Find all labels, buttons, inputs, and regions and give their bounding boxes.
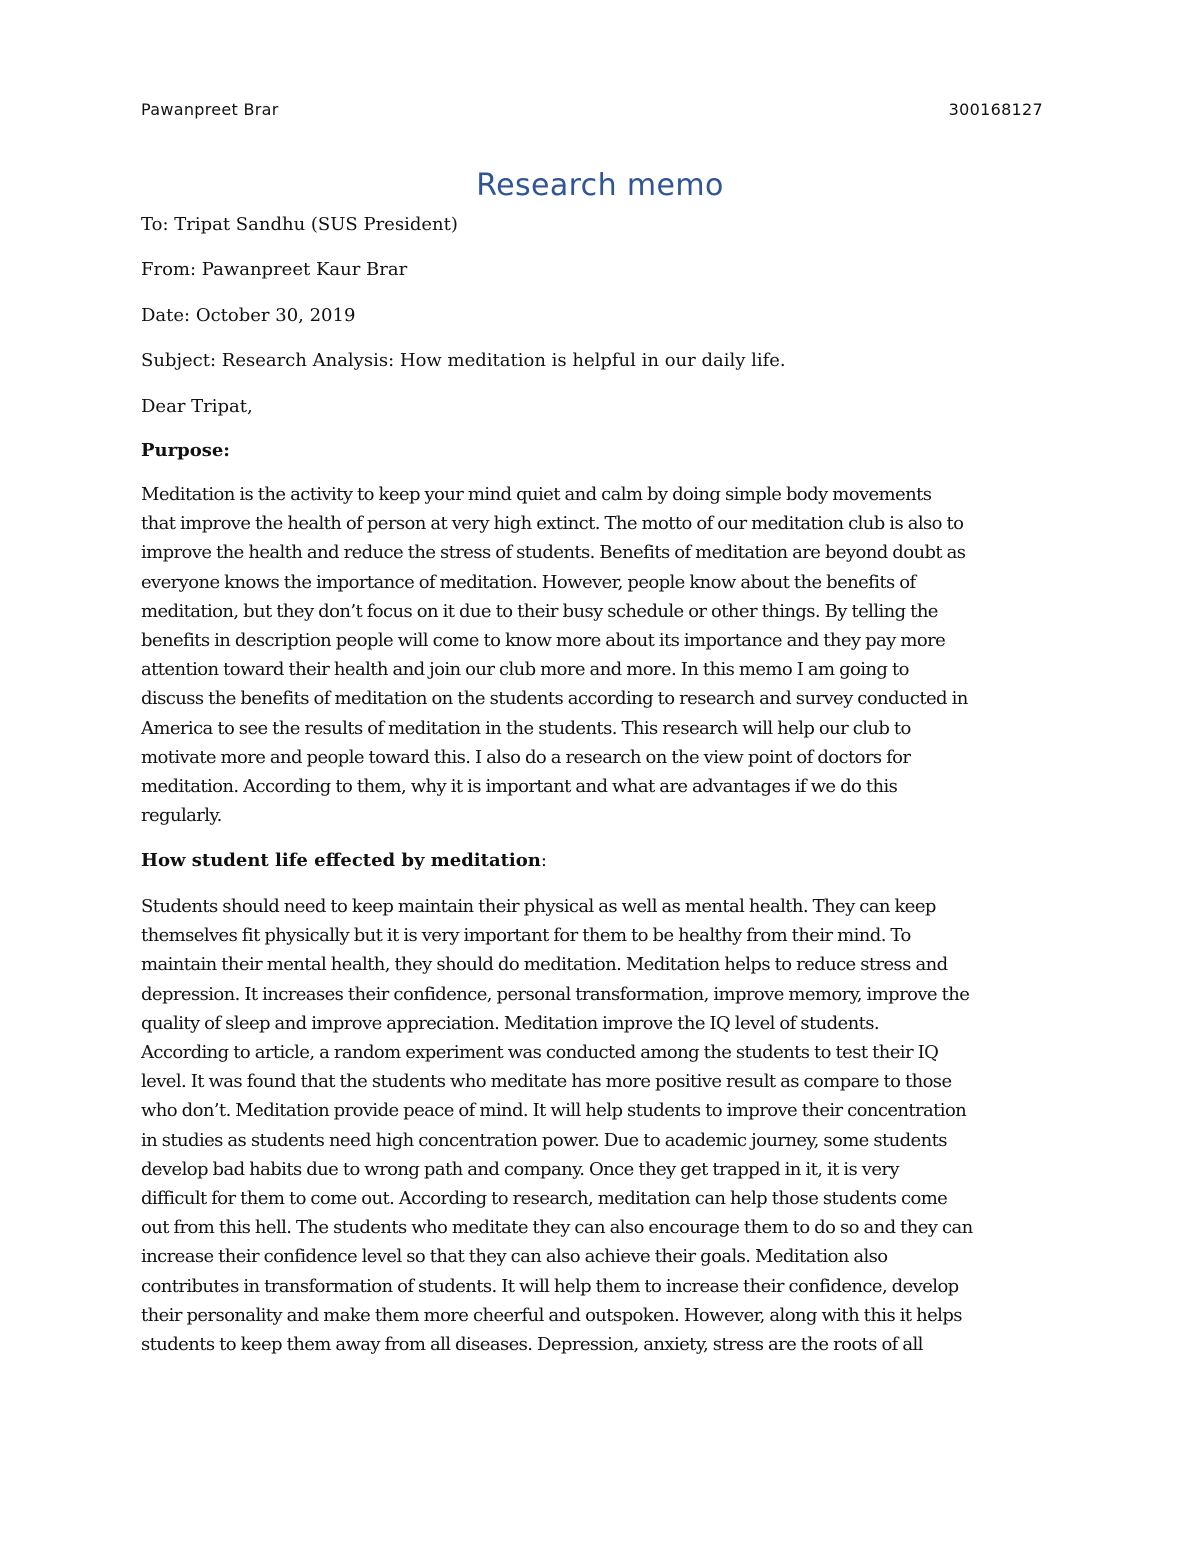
- paragraph-line: Meditation is the activity to keep your mind quiet and calm by doing simple body movements: [141, 484, 932, 505]
- page-title: Research memo: [476, 168, 724, 203]
- paragraph-line: their personality and make them more cheerful and outspoken. However, along with this it helps: [141, 1304, 962, 1326]
- paragraph-line: maintain their mental health, they should do meditation. Meditation helps to reduce stress and: [141, 954, 948, 976]
- paragraph-line: who don’t. Meditation provide peace of mind. It will help students to improve their concentration: [141, 1100, 967, 1122]
- paragraph-line: meditation, but they don’t focus on it due to their busy schedule or other things. By telling the: [141, 600, 938, 622]
- header-author: Pawanpreet Brar: [141, 100, 279, 119]
- paragraph-line: America to see the results of meditation in the students. This research will help our club to: [141, 717, 911, 739]
- memo-to: To: Tripat Sandhu (SUS President): [141, 214, 458, 235]
- paragraph-line: benefits in description people will come to know more about its importance and they pay more: [141, 630, 946, 652]
- student-life-paragraph: [141, 892, 973, 1359]
- paragraph-line: motivate more and people toward this. I also do a research on the view point of doctors for: [141, 746, 911, 768]
- paragraph-line: contributes in transformation of students. It will help them to increase their confidence, develop: [141, 1275, 959, 1297]
- paragraph-line: discuss the benefits of meditation on the students according to research and survey conducted in: [141, 688, 968, 710]
- paragraph-line: increase their confidence level so that they can also achieve their goals. Meditation also: [141, 1246, 888, 1268]
- paragraph-line: level. It was found that the students who meditate has more positive result as compare to those: [141, 1071, 952, 1093]
- purpose-heading: Purpose:: [141, 440, 230, 461]
- paragraph-line: meditation. According to them, why it is important and what are advantages if we do this: [141, 776, 898, 798]
- purpose-paragraph: [141, 480, 968, 830]
- paragraph-line: out from this hell. The students who meditate they can also encourage them to do so and they can: [141, 1217, 973, 1239]
- memo-subject: Subject: Research Analysis: How meditation is helpful in our daily life.: [141, 350, 786, 371]
- paragraph-line: students to keep them away from all diseases. Depression, anxiety, stress are the roots of all: [141, 1334, 923, 1356]
- paragraph-line: difficult for them to come out. According to research, meditation can help those students come: [141, 1188, 948, 1210]
- memo-date: Date: October 30, 2019: [141, 305, 356, 326]
- paragraph-line: Students should need to keep maintain their physical as well as mental health. They can keep: [141, 896, 936, 917]
- paragraph-line: themselves fit physically but it is very important for them to be healthy from their mind. To: [141, 925, 911, 947]
- paragraph-line: quality of sleep and improve appreciation. Meditation improve the IQ level of students.: [141, 1012, 879, 1034]
- paragraph-line: in studies as students need high concentration power. Due to academic journey, some students: [141, 1129, 947, 1151]
- paragraph-line: everyone knows the importance of meditation. However, people know about the benefits of: [141, 571, 916, 593]
- paragraph-line: depression. It increases their confidence, personal transformation, improve memory, improve the: [141, 983, 970, 1005]
- paragraph-line: regularly.: [141, 805, 222, 827]
- student-life-heading: [141, 850, 547, 871]
- paragraph-line: improve the health and reduce the stress of students. Benefits of meditation are beyond doubt as: [141, 542, 966, 564]
- header-student-id: 300168127: [948, 100, 1043, 119]
- paragraph-line: According to article, a random experiment was conducted among the students to test their IQ: [141, 1042, 939, 1064]
- paragraph-line: that improve the health of person at very high extinct. The motto of our meditation club is also to: [141, 513, 964, 535]
- student-life-heading-colon: :: [540, 850, 547, 871]
- memo-salutation: Dear Tripat,: [141, 396, 253, 417]
- memo-from: From: Pawanpreet Kaur Brar: [141, 259, 408, 280]
- student-life-heading-text: How student life effected by meditation: [141, 850, 541, 871]
- paragraph-line: develop bad habits due to wrong path and company. Once they get trapped in it, it is very: [141, 1158, 899, 1180]
- paragraph-line: attention toward their health and join our club more and more. In this memo I am going to: [141, 659, 909, 681]
